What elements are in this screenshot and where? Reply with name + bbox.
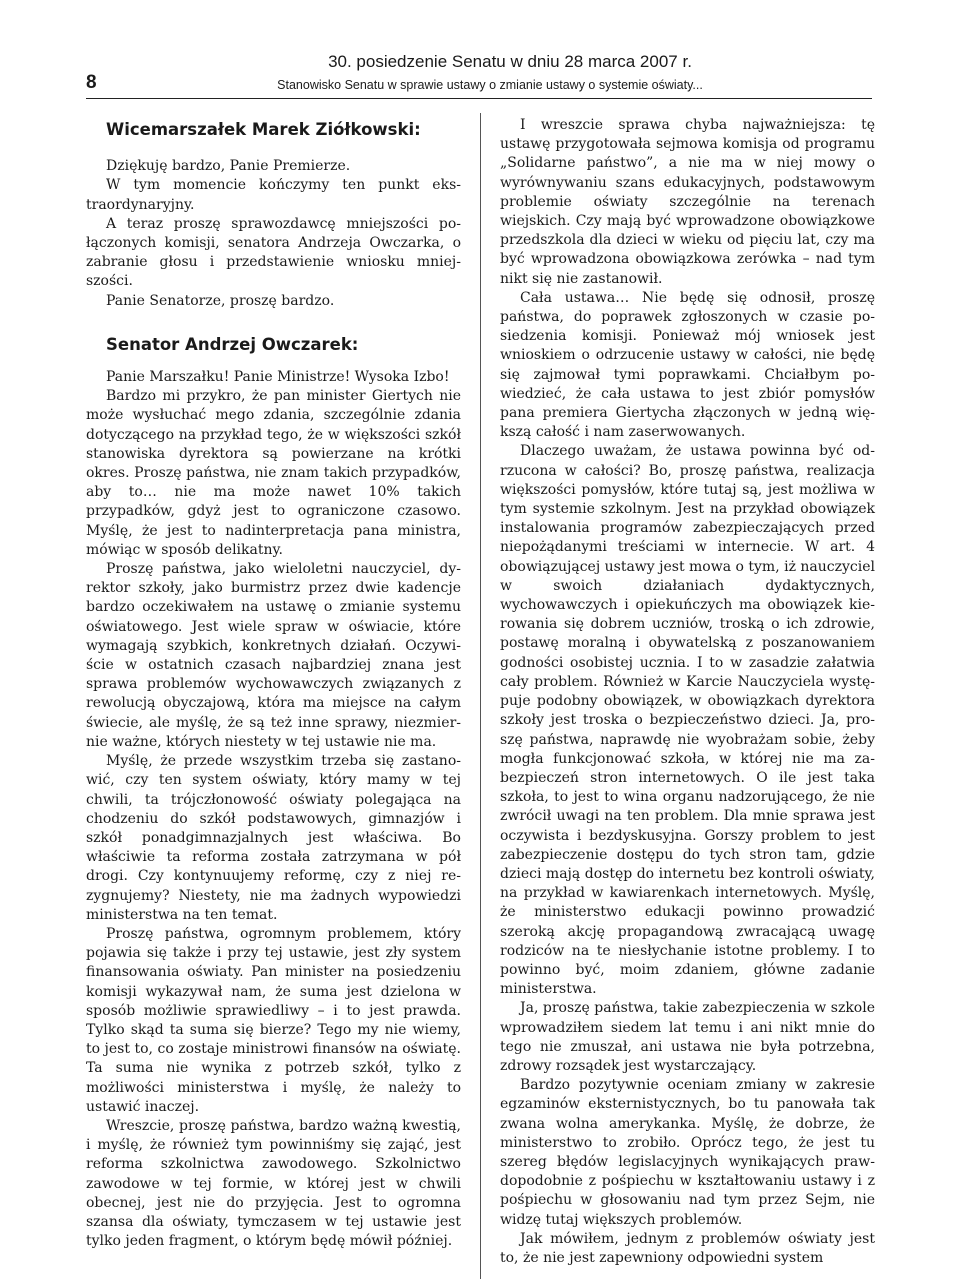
paragraph: Proszę państwa, ogromnym problemem, który pojawia się także i przy tej ustawie, jest zły system finansowania oświaty. Pan minister na posiedzeniu komisji wykazywał nam, że suma jest dzielona w sposób możliwie sprawiedliwy – i to jest prawda. Tylko skąd ta suma się bierze? Tego my nie wiemy, to jest to, co zostaje ministrowi finansów na oświatę. Ta suma nie wynika z potrzeb szkół, tylko z możliwości ministerstwa i myślę, że należy to ustawić inaczej. [86, 925, 461, 1115]
paragraph: Bardzo pozytywnie oceniam zmiany w zakresie egzaminów eksternistycznych, bo tu panowała tak zwana wolna amerykanka. Myślę, że dobrze, że ministerstwo to zrobiło. Oprócz tego, że jest tu szereg błędów legislacyjnych wynikających prawdopodobnie z pośpiechu w kształtowaniu ustawy i z pośpiechu w głosowaniu nad tym przez Sejm, nie widzę tutaj większych problemów. [500, 1077, 875, 1228]
paragraph: Cała ustawa… Nie będę się odnosił, proszę państwa, do poprawek zgłoszonych w czasie posiedzenia komisji. Ponieważ mój wniosek jest wnioskiem o odrzucenie ustawy w całości, nie będę się zajmował tymi poprawkami. Chciałbym powiedzieć, że cała ustawa to jest zbiór pomysłów pana premiera Giertycha złączonych w jedną większą całość i nam zaserwowanych. [500, 289, 875, 441]
page-number: 8 [86, 72, 97, 93]
paragraph: Dlaczego uważam, że ustawa powinna być odrzucona w całości? Bo, proszę państwa, realizacja większości pomysłów, które tutaj są, jest możliwa w tym systemie szkolnym. Jest na przykład obowiązek instalowania programów zabezpieczających przed niepożądanymi treściami w internecie. W art. 4 obowiązującej ustawy jest mowa o tym, iż nauczyciel w swoich działaniach dydaktycznych, wychowawczych i opiekuńczych ma obowiązek kierowania się dobrem uczniów, troską o ich zdrowie, postawę moralną i obywatelską z poszanowaniem godności osobistej ucznia. I to w zasadzie załatwia cały problem. Również w Karcie Nauczyciela występuje podobny obowiązek, w obowiązkach dyrektora szkoły jest troska o bezpieczeństwo dzieci. Ja, proszę państwa, naprawdę nie wyobrażam sobie, żeby mogła funkcjonować szkoła, w której nie ma zabezpieczeń stron internetowych. O ile jest taka szkoła, to jest to wina organu nadzorującego, że nie zwrócił uwagi na ten problem. Dla mnie sprawa jest oczywista i bezdyskusyjna. Gorszy problem to jest zabezpieczenie dostępu do tych stron tam, gdzie dzieci mają dostęp do internetu bez kontroli oświaty, na przykład w kawiarenkach internetowych. Myślę, że ministerstwo edukacji powinno prowadzić szeroką akcję propagandową zwracającą uwagę rodziców na te niesłychanie istotne problemy. I to powinno być, moim zdaniem, główne zadanie ministerstwa. [500, 443, 875, 998]
paragraph: Bardzo mi przykro, że pan minister Giertych nie może wysłuchać mego zdania, szczególnie zdania dotyczącego na przykład tego, że w większości szkół stanowiska dyrektora są powierzane na krótki okres. Proszę państwa, nie znam takich przypadków, aby to… nie ma może nawet 10% takich przypadków, gdyż jest to ograniczone czasowo. Myślę, że jest to nadinterpretacja pana ministra, mówiąc w sposób delikatny. [86, 388, 461, 558]
speaker-heading-owczarek: Senator Andrzej Owczarek: [106, 334, 359, 354]
speaker-heading-ziolkowski: Wicemarszałek Marek Ziółkowski: [106, 120, 421, 139]
paragraph: Ja, proszę państwa, takie zabezpieczenia w szkole wprowadziłem siedem lat temu i ani nikt mnie do tego nie zmuszał, ani ustawa nie była potrzebna, zdrowy rozsądek jest wystarczający. [500, 1000, 875, 1074]
paragraph: Wreszcie, proszę państwa, bardzo ważną kwestią, i myślę, że również tym powinniśmy się zająć, jest reforma szkolnictwa zawodowego. Szkolnictwo zawodowe w tej formie, w której jest w chwili obecnej, jest nie do przyjęcia. Jest to ogromna szansa dla oświaty, tymczasem w tej ustawie jest tylko jeden fragment, o którym będę mówił później. [86, 1117, 461, 1250]
paragraph: Myślę, że przede wszystkim trzeba się zastanowić, czy ten system oświaty, który mamy w tej chwili, ta trójczłonowość oświaty polegająca na chodzeniu do szkół podstawowych, gimnazjów i szkół ponadgimnazjalnych jest właściwa. Bo właściwie ta reforma została zatrzymana w pół drogi. Czy kontynuujemy reformę, czy z niej rezygnujemy? Niestety, nie ma żadnych wypowiedzi ministerstwa na ten temat. [86, 753, 461, 923]
paragraph: Dziękuję bardzo, Panie Premierze. [106, 158, 351, 175]
paragraph: I wreszcie sprawa chyba najważniejsza: tę ustawę przygotowała sejmowa komisja od programu „Solidarne państwo”, a nie ma w niej mowy o wyrównywaniu szans edukacyjnych, podstawowym problemie oświaty szczególnie na terenach wiejskich. Czy mają być wprowadzone obowiązkowe przedszkola dla dzieci w wieku od pięciu lat, czy ma być wprowadzona obowiązkowa zerówka – nad tym nikt się nie zastanowił. [500, 117, 875, 287]
paragraph: Panie Senatorze, proszę bardzo. [106, 292, 335, 309]
paragraph: Panie Marszałku! Panie Ministrze! Wysoka Izbo! [106, 369, 450, 386]
paragraph: W tym momencie kończymy ten punkt ekstraordynaryjny. [86, 177, 461, 213]
paragraph: Proszę państwa, jako wieloletni nauczyciel, dyrektor szkoły, jako burmistrz przez dwie kadencje bardzo oczekiwałem na ustawę o zmianie systemu oświatowego. Jest wiele spraw w oświacie, które wymagają szybkich, konkretnych działań. Oczywiście w ostatnich czasach najbardziej znana jest sprawa problemów wychowawczych związanych z rewolucją obyczajową, która ma miejsce na całym świecie, ale myślę, że są też inne sprawy, niezmiernie ważne, których niestety w tej ustawie nie ma. [86, 561, 461, 750]
column-divider [480, 113, 481, 1279]
left-column [86, 116, 461, 1251]
page-header-subtitle: Stanowisko Senatu w sprawie ustawy o zmianie ustawy o systemie oświaty... [277, 78, 703, 92]
header-rule [86, 98, 872, 99]
paragraph: Jak mówiłem, jednym z problemów oświaty jest to, że nie jest zapewniony odpowiedni system [500, 1230, 875, 1266]
paragraph: A teraz proszę sprawozdawcę mniejszości połączonych komisji, senatora Andrzeja Owczarka, o zabranie głosu i przedstawienie wniosku mniejszości. [86, 215, 461, 290]
right-column [500, 116, 875, 1268]
page-header-title: 30. posiedzenie Senatu w dniu 28 marca 2007 r. [328, 52, 692, 71]
